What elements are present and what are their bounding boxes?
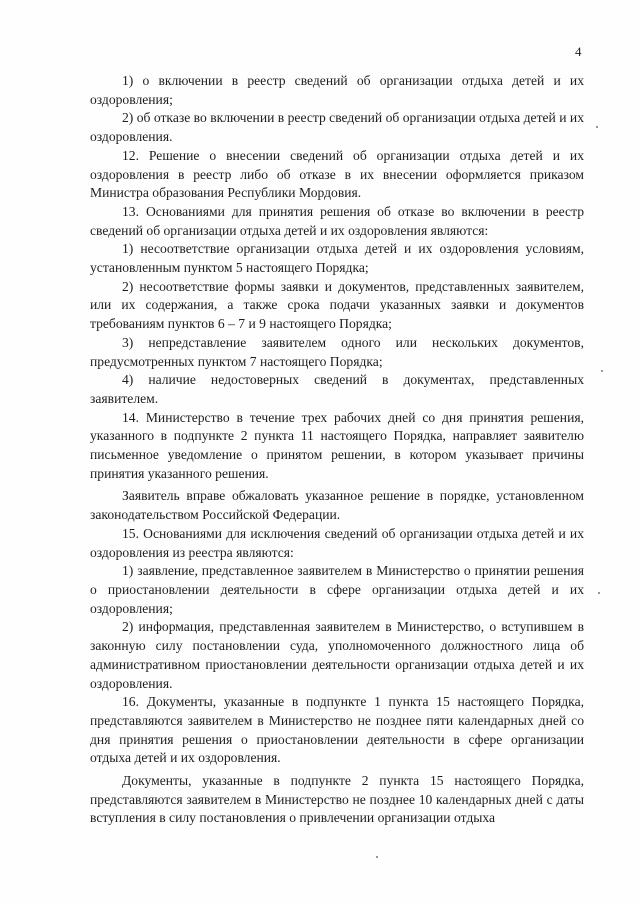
paragraph-13: 2) информация, представленная заявителем в Министерство, о вступившем в законную силу постановлении суда, уполномоченного должностного лица об административном приостановлении деятельности организации отдыха детей и их оздоровления.	[90, 619, 584, 691]
document-body	[90, 72, 584, 828]
paragraph-6: 2) несоответствие формы заявки и документов, представленных заявителем, или их содержания, а также срока подачи указанных заявки и документов требованиям пунктов 6 – 7 и 9 настоящего Порядка;	[90, 278, 584, 332]
paragraph-8: 4) наличие недостоверных сведений в документах, представленных заявителем.	[90, 372, 584, 406]
paragraph-5: 1) несоответствие организации отдыха детей и их оздоровления условиям, установленным пунктом 5 настоящего Порядка;	[90, 241, 584, 276]
scan-speck	[598, 592, 600, 594]
paragraph-15: Документы, указанные в подпункте 2 пункта 15 настоящего Порядка, представляются заявителем в Министерство не позднее 10 календарных дней с даты вступления в силу постановления о привлечении организации отдыха	[90, 773, 584, 826]
paragraph-1: 1) о включении в реестр сведений об организации отдыха детей и их оздоровления;	[90, 73, 584, 107]
paragraph-2: 2) об отказе во включении в реестр сведений об организации отдыха детей и их оздоровления.	[90, 110, 584, 145]
paragraph-4: 13. Основаниями для принятия решения об отказе во включении в реестр сведений об организации отдыха детей и их оздоровления являются:	[90, 203, 584, 238]
paragraph-14: 16. Документы, указанные в подпункте 1 пункта 15 настоящего Порядка, представляются заявителем в Министерство не позднее пяти календарных дней со дня принятия решения о приостановлении деятельности в сфере организации отдыха детей и их оздоровления.	[90, 694, 584, 766]
paragraph-9: 14. Министерство в течение трех рабочих дней со дня принятия решения, указанного в подпункте 2 пункта 11 настоящего Порядка, направляет заявителю письменное уведомление о принятом решении, в котором указывает причины принятия указанного решения.	[90, 409, 584, 481]
scan-speck	[596, 126, 598, 128]
scan-speck	[601, 370, 603, 372]
paragraph-11: 15. Основаниями для исключения сведений об организации отдыха детей и их оздоровления из реестра являются:	[90, 525, 584, 560]
paragraph-12: 1) заявление, представленное заявителем в Министерство о принятии решения о приостановлении деятельности в сфере организации отдыха детей и их оздоровления;	[90, 563, 584, 616]
scan-speck	[376, 856, 378, 858]
page-number: 4	[575, 44, 582, 59]
paragraph-10: Заявитель вправе обжаловать указанное решение в порядке, установленном законодательством Российской Федерации.	[90, 488, 584, 523]
paragraph-3: 12. Решение о внесении сведений об организации отдыха детей и их оздоровления в реестр либо об отказе в их внесении оформляется приказом Министра образования Республики Мордовия.	[90, 147, 584, 201]
paragraph-7: 3) непредставление заявителем одного или нескольких документов, предусмотренных пунктом 7 настоящего Порядка;	[90, 334, 584, 369]
